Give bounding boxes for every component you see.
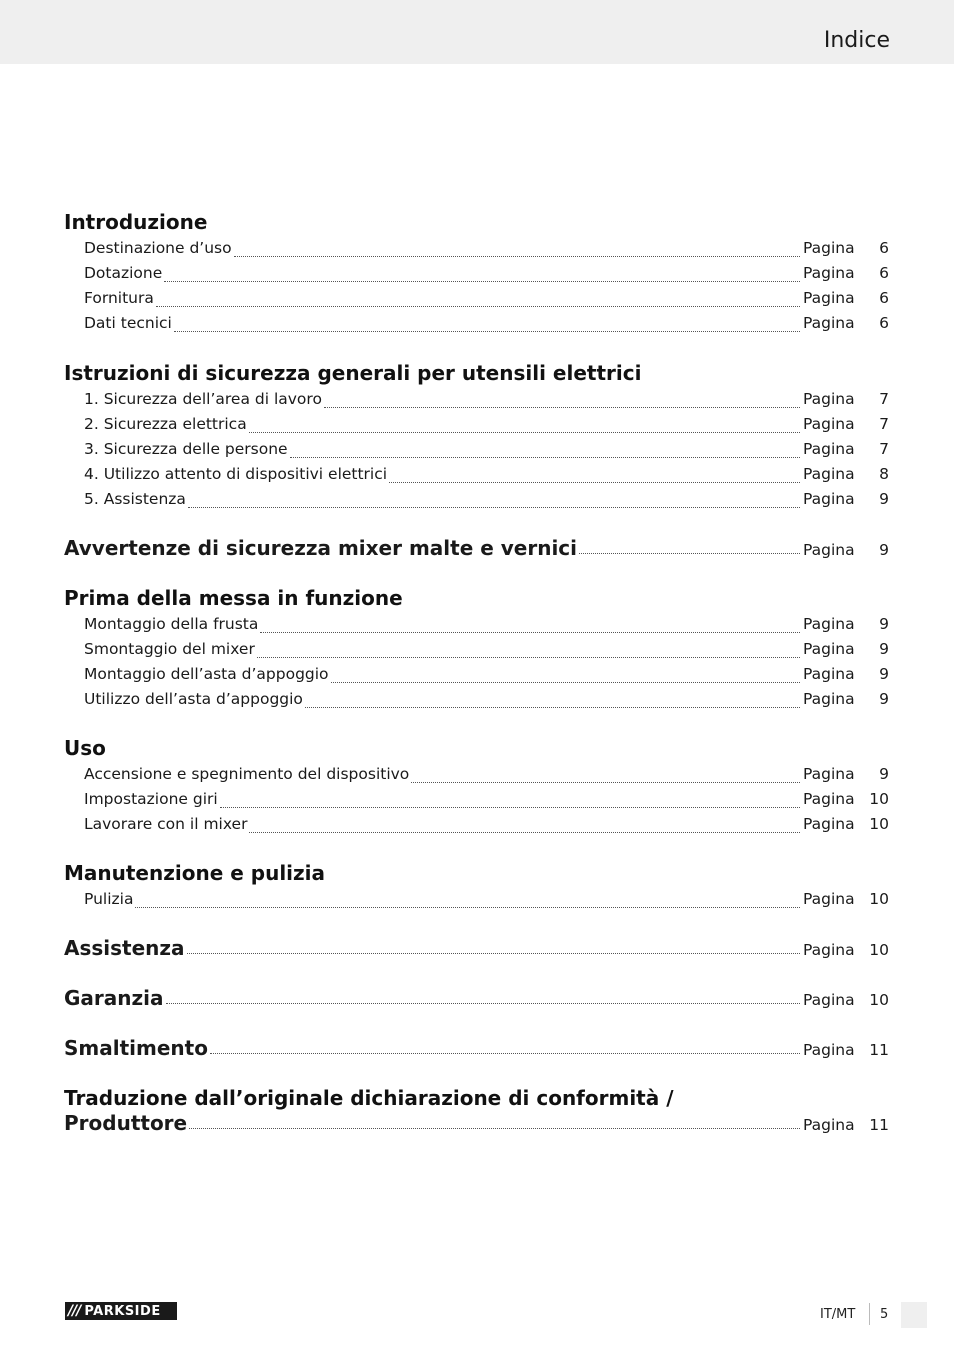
toc-entry[interactable] bbox=[84, 890, 889, 912]
section-title-smaltimento: Smaltimento bbox=[64, 1036, 208, 1060]
page-number-footer: 5 bbox=[880, 1307, 889, 1322]
page-number: 9 bbox=[879, 690, 889, 708]
toc-heading-garanzia[interactable] bbox=[64, 986, 889, 1008]
page-number: 7 bbox=[879, 440, 889, 458]
page-word: Pagina bbox=[803, 314, 855, 332]
page-word: Pagina bbox=[803, 690, 855, 708]
toc-entry-label: Accensione e spegnimento del dispositivo bbox=[84, 765, 410, 783]
dot-leader bbox=[189, 1128, 800, 1129]
dot-leader bbox=[331, 682, 800, 683]
language-code: IT/MT bbox=[820, 1307, 856, 1322]
toc-entry[interactable] bbox=[84, 815, 889, 837]
toc-entry[interactable] bbox=[84, 665, 889, 687]
page-word: Pagina bbox=[803, 815, 855, 833]
page-number: 6 bbox=[879, 239, 889, 257]
page-word: Pagina bbox=[803, 289, 855, 307]
page-word: Pagina bbox=[803, 1116, 855, 1134]
page-number: 9 bbox=[879, 765, 889, 783]
dot-leader bbox=[166, 1003, 800, 1004]
toc-entry[interactable] bbox=[84, 790, 889, 812]
page-word: Pagina bbox=[803, 765, 855, 783]
toc-entry[interactable] bbox=[84, 390, 889, 412]
page-word: Pagina bbox=[803, 264, 855, 282]
dot-leader bbox=[234, 256, 800, 257]
toc-heading-avvertenze[interactable] bbox=[64, 536, 889, 558]
dot-leader bbox=[579, 553, 800, 554]
toc-entry-label: Dotazione bbox=[84, 264, 163, 282]
toc-entry[interactable] bbox=[84, 415, 889, 437]
toc-entry-label: 3. Sicurezza delle persone bbox=[84, 440, 288, 458]
page-number: 10 bbox=[869, 941, 889, 959]
page-number: 6 bbox=[879, 264, 889, 282]
page-title: Indice bbox=[823, 28, 890, 53]
section-title-avvertenze: Avvertenze di sicurezza mixer malte e vernici bbox=[64, 536, 578, 560]
toc-entry[interactable] bbox=[84, 615, 889, 637]
page-number: 10 bbox=[869, 815, 889, 833]
page-number: 6 bbox=[879, 289, 889, 307]
page-word: Pagina bbox=[803, 640, 855, 658]
dot-leader bbox=[156, 306, 800, 307]
section-title-produttore: Produttore bbox=[64, 1111, 188, 1135]
section-title-manutenzione: Manutenzione e pulizia bbox=[64, 861, 326, 885]
toc-entry[interactable] bbox=[84, 440, 889, 462]
toc-heading-traduzione[interactable] bbox=[64, 1111, 889, 1133]
page-word: Pagina bbox=[803, 390, 855, 408]
page-word: Pagina bbox=[803, 541, 855, 559]
page-word: Pagina bbox=[803, 239, 855, 257]
page-word: Pagina bbox=[803, 790, 855, 808]
dot-leader bbox=[290, 457, 800, 458]
toc-entry-label: Montaggio della frusta bbox=[84, 615, 259, 633]
page-number: 7 bbox=[879, 415, 889, 433]
section-title-prima: Prima della messa in funzione bbox=[64, 586, 403, 610]
toc-entry-label: Lavorare con il mixer bbox=[84, 815, 248, 833]
dot-leader bbox=[249, 432, 800, 433]
dot-leader bbox=[389, 482, 800, 483]
dot-leader bbox=[260, 632, 800, 633]
parkside-logo bbox=[65, 1302, 177, 1320]
toc-heading-assistenza[interactable] bbox=[64, 936, 889, 958]
dot-leader bbox=[249, 832, 800, 833]
dot-leader bbox=[187, 953, 800, 954]
toc-entry-label: Pulizia bbox=[84, 890, 134, 908]
logo-slashes: /// bbox=[68, 1303, 81, 1319]
logo-text: PARKSIDE bbox=[84, 1303, 161, 1319]
toc-entry-label: Impostazione giri bbox=[84, 790, 218, 808]
page-number: 10 bbox=[869, 890, 889, 908]
page-word: Pagina bbox=[803, 465, 855, 483]
toc-entry[interactable] bbox=[84, 465, 889, 487]
toc-entry[interactable] bbox=[84, 289, 889, 311]
toc-entry[interactable] bbox=[84, 490, 889, 512]
toc-entry-label: Utilizzo dell’asta d’appoggio bbox=[84, 690, 303, 708]
page-word: Pagina bbox=[803, 1041, 855, 1059]
page-number: 9 bbox=[879, 640, 889, 658]
page-number: 10 bbox=[869, 790, 889, 808]
page-number: 9 bbox=[879, 541, 889, 559]
page-word: Pagina bbox=[803, 615, 855, 633]
dot-leader bbox=[164, 281, 800, 282]
section-title-istruzioni: Istruzioni di sicurezza generali per utensili elettrici bbox=[64, 361, 642, 385]
toc-entry[interactable] bbox=[84, 640, 889, 662]
page-number: 9 bbox=[879, 490, 889, 508]
page-number: 8 bbox=[879, 465, 889, 483]
toc-entry-label: 4. Utilizzo attento di dispositivi elettrici bbox=[84, 465, 388, 483]
page-number: 9 bbox=[879, 615, 889, 633]
dot-leader bbox=[257, 657, 800, 658]
section-title-uso: Uso bbox=[64, 736, 106, 760]
dot-leader bbox=[324, 407, 800, 408]
page-number: 7 bbox=[879, 390, 889, 408]
section-title-garanzia: Garanzia bbox=[64, 986, 164, 1010]
toc-entry-label: 5. Assistenza bbox=[84, 490, 186, 508]
dot-leader bbox=[305, 707, 800, 708]
page-number: 6 bbox=[879, 314, 889, 332]
toc-entry[interactable] bbox=[84, 239, 889, 261]
toc-heading-smaltimento[interactable] bbox=[64, 1036, 889, 1058]
toc-entry[interactable] bbox=[84, 264, 889, 286]
page-word: Pagina bbox=[803, 991, 855, 1009]
toc-entry-label: Smontaggio del mixer bbox=[84, 640, 255, 658]
section-title-introduzione: Introduzione bbox=[64, 210, 208, 234]
page-word: Pagina bbox=[803, 440, 855, 458]
dot-leader bbox=[174, 331, 800, 332]
footer-divider bbox=[869, 1303, 870, 1325]
toc-entry[interactable] bbox=[84, 690, 889, 712]
dot-leader bbox=[188, 507, 800, 508]
dot-leader bbox=[411, 782, 800, 783]
footer-tab-marker bbox=[901, 1302, 927, 1328]
toc-entry[interactable] bbox=[84, 765, 889, 787]
section-title-assistenza: Assistenza bbox=[64, 936, 185, 960]
page-number: 11 bbox=[869, 1041, 889, 1059]
toc-entry-label: Destinazione d’uso bbox=[84, 239, 232, 257]
page-word: Pagina bbox=[803, 890, 855, 908]
dot-leader bbox=[210, 1053, 800, 1054]
page-number: 10 bbox=[869, 991, 889, 1009]
toc-entry-label: Montaggio dell’asta d’appoggio bbox=[84, 665, 329, 683]
toc-entry[interactable] bbox=[84, 314, 889, 336]
page-word: Pagina bbox=[803, 415, 855, 433]
section-title-traduzione: Traduzione dall’originale dichiarazione di conformità / bbox=[64, 1086, 674, 1110]
toc-entry-label: Fornitura bbox=[84, 289, 154, 307]
toc-entry-label: 1. Sicurezza dell’area di lavoro bbox=[84, 390, 322, 408]
page-number: 9 bbox=[879, 665, 889, 683]
page-number: 11 bbox=[869, 1116, 889, 1134]
page-word: Pagina bbox=[803, 665, 855, 683]
page-word: Pagina bbox=[803, 941, 855, 959]
dot-leader bbox=[135, 907, 800, 908]
toc-entry-label: 2. Sicurezza elettrica bbox=[84, 415, 247, 433]
page-word: Pagina bbox=[803, 490, 855, 508]
toc-entry-label: Dati tecnici bbox=[84, 314, 172, 332]
dot-leader bbox=[220, 807, 800, 808]
